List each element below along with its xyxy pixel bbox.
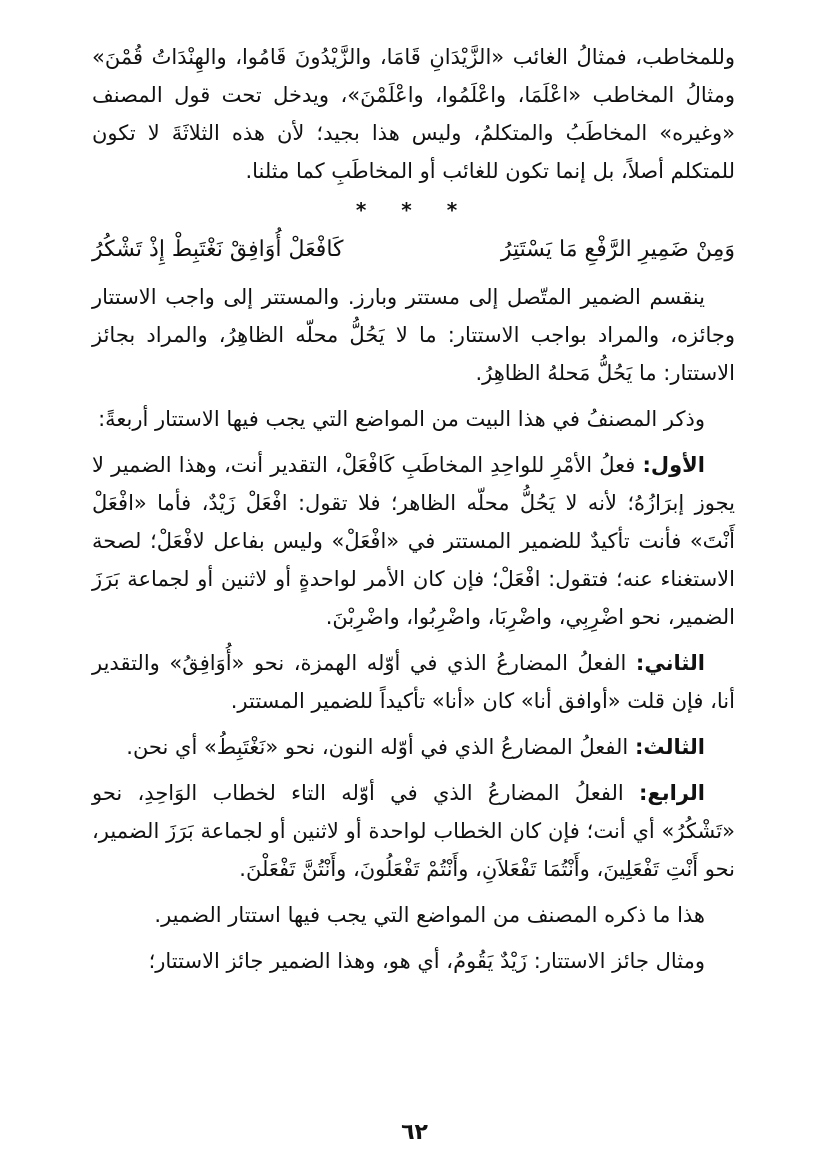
- intro-paragraph: وللمخاطب، فمثالُ الغائب «الزَّيْدَانِ قَامَا، والزَّيْدُونَ قَامُوا، والهِنْدَاتُ قُمْنَ» ومثالُ المخاطب «اعْلَمَا، واعْلَمُوا، واعْلَمْنَ»، ويدخل تحت قول المصنف «وغيره» المخاطَبُ والمتكلمُ، وليس هذا بجيد؛ لأن هذه الثلاثَةَ لا تكون للمتكلم أصلاً، بل إنما تكون للغائب أو المخاطَبِ كما مثلنا.: [92, 45, 735, 183]
- summary-paragraph: هذا ما ذكره المصنف من المواضع التي يجب فيها استتار الضمير.: [154, 903, 705, 927]
- four-places-paragraph: وذكر المصنفُ في هذا البيت من المواضع التي يجب فيها الاستتار أربعةً:: [98, 407, 705, 431]
- first-text: فعلُ الأمْرِ للواحِدِ المخاطَبِ كَافْعَلْ، التقدير أنت، وهذا الضمير لا يجوز إبرَازُهُ؛ لأنه لا يَحُلُّ محلّه الظاهر؛ فلا تقول: افْعَلْ زَيْدٌ، فأما «افْعَلْ أَنْتَ» فأنت تأكيدٌ للضمير المستتر في «افْعَلْ» وليس بفاعل لافْعَلْ؛ لصحة الاستغناء عنه؛ فتقول: افْعَلْ؛ فإن كان الأمر لواحدةٍ أو لاثنين أو لجماعة بَرَزَ الضمير، نحو اضْرِبِي، واضْرِبَا، واضْرِبُوا، واضْرِبْنَ.: [92, 453, 735, 629]
- section-separator: * * *: [355, 198, 472, 222]
- second-label: الثاني:: [635, 651, 705, 675]
- division-paragraph: ينقسم الضمير المتّصل إلى مستتر وبارز. والمستتر إلى واجب الاستتار وجائزه، والمراد بواجب الاستتار: ما لا يَحُلُّ محلّه الظاهِرُ، والمراد بجائز الاستتار: ما يَحُلُّ مَحلهُ الظاهِرُ.: [92, 285, 735, 385]
- page-number: ٦٢: [401, 1120, 428, 1145]
- second-place-paragraph: [92, 644, 735, 720]
- fourth-text: الفعلُ المضارعُ الذي في أوّله التاء لخطاب الوَاحِدِ، نحو «تَشْكُرُ» أي أنت؛ فإن كان الخطاب لواحدة أو لاثنين أو لجماعة بَرَزَ الضمير، نحو أَنْتِ تَفْعَلِينَ، وأَنْتُمَا تَفْعَلاَنِ، وأَنْتُمْ تَفْعَلُونَ، وأَنْتُنَّ تَفْعَلْنَ.: [92, 781, 735, 881]
- third-text: الفعلُ المضارعُ الذي في أوّله النون، نحو «نَغْتَبِطُ» أي نحن.: [126, 735, 629, 759]
- verse-first-hemistich: وَمِنْ ضَمِيرِ الرَّفْعِ مَا يَسْتَتِرُ: [500, 237, 735, 262]
- fourth-place-paragraph: [92, 774, 735, 888]
- fourth-label: الرابع:: [639, 781, 705, 805]
- optional-hiding-paragraph: ومثال جائز الاستتار: زَيْدٌ يَقُومُ، أي هو، وهذا الضمير جائز الاستتار؛: [148, 949, 705, 973]
- second-text: الفعلُ المضارعُ الذي في أوّله الهمزة، نحو «أُوَافِقُ» والتقدير أنا، فإن قلت «أوافق أنا» كان «أنا» تأكيداً للضمير المستتر.: [92, 651, 735, 713]
- first-place-paragraph: [92, 446, 735, 636]
- first-label: الأول:: [642, 453, 705, 477]
- poem-verse: [92, 230, 735, 270]
- third-label: الثالث:: [634, 735, 705, 759]
- verse-second-hemistich: كَافْعَلْ أُوَافِقْ نَغْتَبِطْ إِذْ تَشْكُرُ: [92, 237, 344, 262]
- third-place-paragraph: [92, 728, 735, 766]
